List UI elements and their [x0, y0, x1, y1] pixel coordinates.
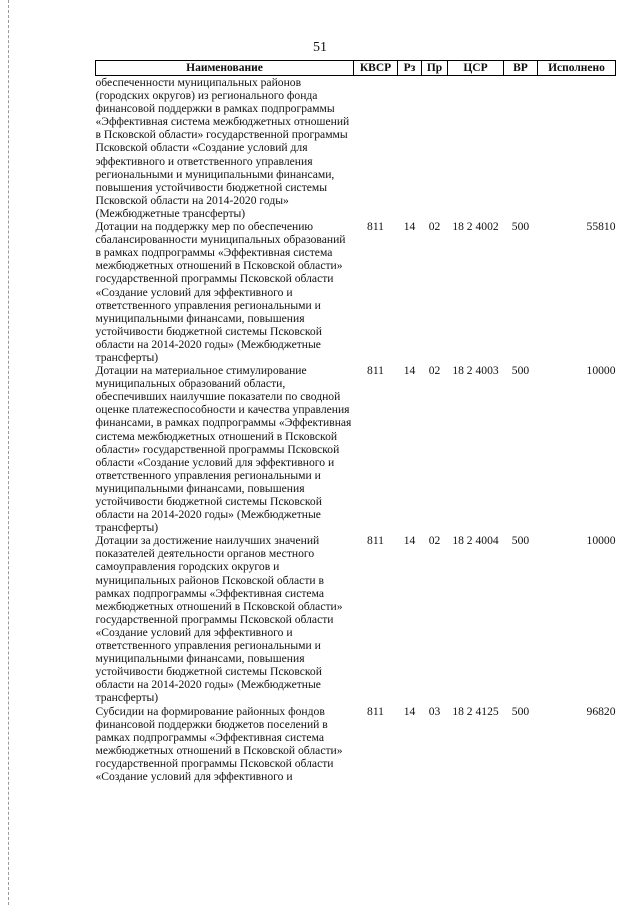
- table-row: [96, 705, 616, 784]
- table-row: [96, 534, 616, 704]
- row-rz: 14: [403, 364, 416, 378]
- header-kvsr: КВСР: [354, 61, 398, 76]
- row-kvsr: 811: [367, 220, 384, 234]
- page-number: 51: [313, 40, 327, 55]
- row-name: Дотации на материальное стимулирование муниципальных образований области, обеспечивших наилучшие показатели по сводной оценке платежеспособности и качества управления финансами, в рамках подпрограммы «Эффективная система межбюджетных отношений в Псковской области» государственной программы Псковской области «Создание условий для эффективного и ответственного управления региональными и муниципальными финансами, повышения устойчивости бюджетной системы Псковской области на 2014-2020 годы» (Межбюджетные трансферты): [95, 364, 352, 535]
- budget-table: [95, 60, 616, 783]
- row-kvsr: 811: [367, 364, 384, 378]
- row-pr: 03: [428, 704, 441, 718]
- row-rz: 14: [403, 704, 416, 718]
- row-name: обеспеченности муниципальных районов (городских округов) из регионального фонда финансовой поддержки в рамках подпрограммы «Эффективная система межбюджетных отношений в Псковской области» государственной программы Псковской области «Создание условий для эффективного и ответственного управления региональными и муниципальными финансами, повышения устойчивости бюджетной системы Псковской области на 2014-2020 годы» (Межбюджетные трансферты): [95, 76, 350, 220]
- row-ispolneno: [538, 76, 616, 221]
- row-ispolneno: 55810: [586, 220, 616, 234]
- header-pr: Пр: [422, 61, 448, 76]
- row-csr: 18 2 4004: [452, 534, 499, 548]
- row-vr: 500: [511, 534, 530, 548]
- row-vr: 500: [511, 704, 530, 718]
- header-ispolneno: Исполнено: [538, 61, 616, 76]
- table-row: [96, 220, 616, 364]
- row-pr: 02: [428, 364, 441, 378]
- row-pr: [422, 76, 448, 221]
- row-ispolneno: 10000: [586, 364, 616, 378]
- row-csr: 18 2 4002: [452, 220, 499, 234]
- header-vr: ВР: [504, 61, 538, 76]
- row-csr: 18 2 4125: [452, 704, 499, 718]
- row-vr: [504, 76, 538, 221]
- row-rz: 14: [403, 534, 416, 548]
- row-vr: 500: [511, 220, 530, 234]
- row-pr: 02: [428, 220, 441, 234]
- row-rz: 14: [403, 220, 416, 234]
- row-kvsr: 811: [367, 704, 384, 718]
- row-name: Дотации за достижение наилучших значений показателей деятельности органов местного самоуправления городских округов и муниципальных районов Псковской области в рамках подпрограммы «Эффективная система межбюджетных отношений в Псковской области» государственной программы Псковской области «Создание условий для эффективного и ответственного управления региональными и муниципальными финансами, повышения устойчивости бюджетной системы Псковской области на 2014-2020 годы» (Межбюджетные трансферты): [95, 534, 343, 705]
- scan-edge-line: [8, 0, 10, 905]
- row-ispolneno: 10000: [586, 534, 616, 548]
- row-name: Субсидии на формирование районных фондов финансовой поддержки бюджетов поселений в рамках подпрограммы «Эффективная система межбюджетных отношений в Псковской области» государственной программы Псковской области «Создание условий для эффективного и: [95, 704, 343, 783]
- table-row: [96, 364, 616, 534]
- row-vr: 500: [511, 364, 530, 378]
- row-pr: 02: [428, 534, 441, 548]
- row-kvsr: 811: [367, 534, 384, 548]
- row-name: Дотации на поддержку мер по обеспечению сбалансированности муниципальных образований в рамках подпрограммы «Эффективная система межбюджетных отношений в Псковской области» государственной программы Псковской области «Создание условий для эффективного и ответственного управления региональными и муниципальными финансами, повышения устойчивости бюджетной системы Псковской области на 2014-2020 годы» (Межбюджетные трансферты): [95, 220, 346, 364]
- table-row: [96, 76, 616, 221]
- row-rz: [398, 76, 422, 221]
- row-csr: [448, 76, 504, 221]
- table-header-row: [96, 61, 616, 76]
- header-rz: Рз: [398, 61, 422, 76]
- header-csr: ЦСР: [448, 61, 504, 76]
- row-csr: 18 2 4003: [452, 364, 499, 378]
- header-name: Наименование: [96, 61, 354, 76]
- row-kvsr: [354, 76, 398, 221]
- row-ispolneno: 96820: [586, 704, 616, 718]
